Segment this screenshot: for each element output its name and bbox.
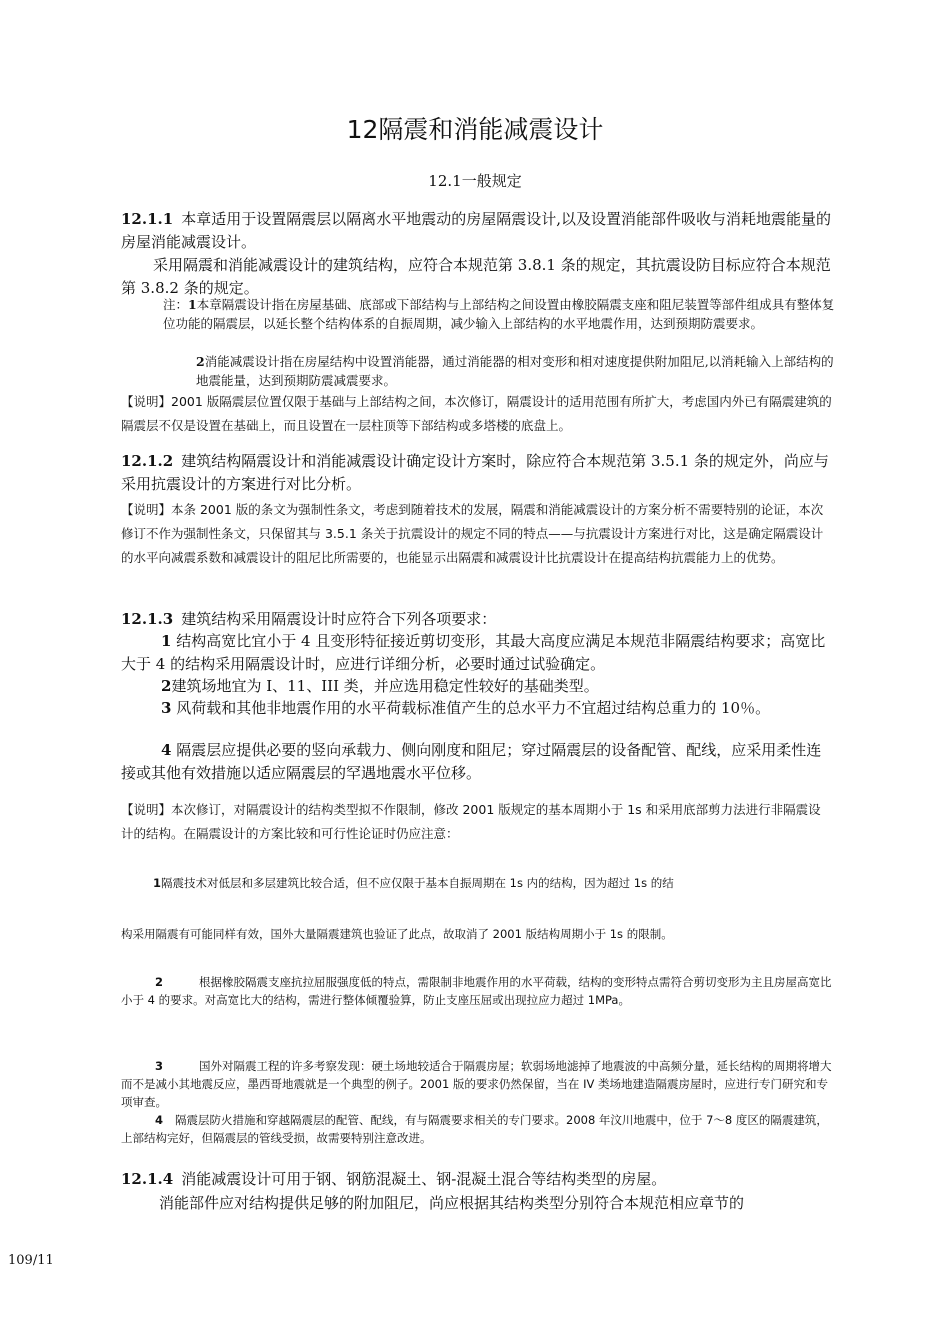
item-number: 1 [153, 876, 162, 890]
clause-number: 12.1.2 [121, 452, 174, 470]
page-number: 109/11 [8, 1253, 54, 1268]
item-text: 根据橡胶隔震支座抗拉屈服强度低的特点，需限制非地震作用的水平荷载，结构的变形特点需符合剪切变形为主且房屋高宽比小于 4 的要求。对高宽比大的结构，需进行整体倾覆验算，防止支座压屈或出现拉应力超过 1MPa。 [121, 975, 832, 1007]
item-number: 1 [161, 632, 172, 650]
explanation-12-1-2: 【说明】本条 2001 版的条文为强制性条文，考虑到随着技术的发展，隔震和消能减震设计的方案分析不需要特别的论证，本次修订不作为强制性条文，只保留其与 3.5.1 条关于抗震设计的规定不同的特点——与抗震设计方案进行对比，这是确定隔震设计的水平向减震系数和减震设计的阻尼比所需要的，也能显示出隔震和减震设计比抗震设计在提高结构抗震能力上的优势。 [121, 502, 824, 565]
clause-12-1-3-item-4 [121, 739, 833, 785]
clause-12-1-1 [121, 208, 833, 254]
item-text: 国外对隔震工程的许多考察发现：硬土场地较适合于隔震房屋；软弱场地滤掉了地震波的中高频分量，延长结构的周期将增大而不是减小其地震反应，墨西哥地震就是一个典型的例子。2001 版的要求仍然保留，当在 IV 类场地建造隔震房屋时，应进行专门研究和专项审查。 [121, 1059, 832, 1109]
note-label: 注： [163, 297, 189, 312]
note-text: 本章隔震设计指在房屋基础、底部或下部结构与上部结构之间设置由橡胶隔震支座和阻尼装置等部件组成具有整体复位功能的隔震层，以延长整个结构体系的自振周期，减少输入上部结构的水平地震作用，达到预期防震要求。 [163, 297, 835, 331]
item-text: 隔震层防火措施和穿越隔震层的配管、配线，有与隔震要求相关的专门要求。2008 年汶川地震中，位于 7～8 度区的隔震建筑，上部结构完好，但隔震层的管线受损，故需要特别注意改进。 [121, 1113, 828, 1145]
item-number: 2 [155, 975, 164, 989]
item-number: 4 [161, 741, 172, 759]
explanation-item-1a [121, 874, 833, 892]
note-2 [196, 352, 836, 390]
explanation-12-1-3: 【说明】本次修订，对隔震设计的结构类型拟不作限制，修改 2001 版规定的基本周期小于 1s 和采用底部剪力法进行非隔震设计的结构。在隔震设计的方案比较和可行性论证时仍应注意： [121, 802, 821, 841]
clause-text: 本章适用于设置隔震层以隔离水平地震动的房屋隔震设计,以及设置消能部件吸收与消耗地震能量的房屋消能减震设计。 [121, 210, 831, 251]
clause-number: 12.1.3 [121, 610, 174, 628]
item-number: 2 [161, 677, 172, 695]
clause-12-1-1-paragraph-2: 采用隔震和消能减震设计的建筑结构，应符合本规范第 3.8.1 条的规定，其抗震设防目标应符合本规范第 3.8.2 条的规定。 [121, 256, 831, 297]
note-number: 2 [196, 354, 205, 369]
item-text: 结构高宽比宜小于 4 且变形特征接近剪切变形，其最大高度应满足本规范非隔震结构要求；高宽比大于 4 的结构采用隔震设计时，应进行详细分析，必要时通过试验确定。 [121, 632, 826, 673]
item-text: 建筑场地宜为 I、11、III 类，并应选用稳定性较好的基础类型。 [171, 677, 599, 695]
explanation-item-1b: 构采用隔震有可能同样有效，国外大量隔震建筑也验证了此点，故取消了 2001 版结构周期小于 1s 的限制。 [121, 927, 673, 941]
clause-number: 12.1.1 [121, 210, 174, 228]
explanation-12-1-1: 【说明】2001 版隔震层位置仅限于基础与上部结构之间，本次修订，隔震设计的适用范围有所扩大，考虑国内外已有隔震建筑的隔震层不仅是设置在基础上，而且设置在一层柱顶等下部结构或多塔楼的底盘上。 [121, 394, 832, 433]
clause-12-1-3-item-2 [121, 675, 833, 698]
note-text: 消能减震设计指在房屋结构中设置消能器，通过消能器的相对变形和相对速度提供附加阻尼,以消耗输入上部结构的地震能量，达到预期防震减震要求。 [196, 354, 834, 388]
item-text: 风荷载和其他非地震作用的水平荷载标准值产生的总水平力不宜超过结构总重力的 10％。 [176, 699, 771, 717]
clause-12-1-2 [121, 450, 833, 496]
explanation-item-3 [121, 1057, 833, 1111]
note-1 [163, 295, 838, 333]
explanation-item-2 [121, 973, 833, 1009]
section-heading: 12.1一般规定 [428, 172, 522, 190]
item-text: 隔震技术对低层和多层建筑比较合适，但不应仅限于基本自振周期在 1s 内的结构，因为超过 1s 的结 [161, 876, 674, 890]
clause-12-1-4-paragraph-2: 消能部件应对结构提供足够的附加阻尼，尚应根据其结构类型分别符合本规范相应章节的 [159, 1194, 745, 1212]
item-number: 4 [155, 1113, 164, 1127]
note-number: 1 [188, 297, 197, 312]
clause-12-1-3-item-3 [121, 697, 833, 720]
clause-text: 消能减震设计可用于钢、钢筋混凝土、钢-混凝土混合等结构类型的房屋。 [181, 1170, 667, 1188]
clause-12-1-3 [121, 608, 833, 631]
clause-12-1-3-item-1 [121, 630, 833, 676]
item-number: 3 [161, 699, 172, 717]
clause-12-1-4 [121, 1168, 833, 1191]
explanation-item-4 [121, 1111, 833, 1147]
clause-text: 建筑结构采用隔震设计时应符合下列各项要求： [181, 610, 497, 628]
item-number: 3 [155, 1059, 164, 1073]
item-text: 隔震层应提供必要的竖向承载力、侧向刚度和阻尼；穿过隔震层的设备配管、配线，应采用柔性连接或其他有效措施以适应隔震层的罕遇地震水平位移。 [121, 741, 822, 782]
clause-number: 12.1.4 [121, 1170, 174, 1188]
page-title: 12隔震和消能减震设计 [346, 115, 604, 144]
clause-text: 建筑结构隔震设计和消能减震设计确定设计方案时，除应符合本规范第 3.5.1 条的规定外，尚应与采用抗震设计的方案进行对比分析。 [121, 452, 829, 493]
